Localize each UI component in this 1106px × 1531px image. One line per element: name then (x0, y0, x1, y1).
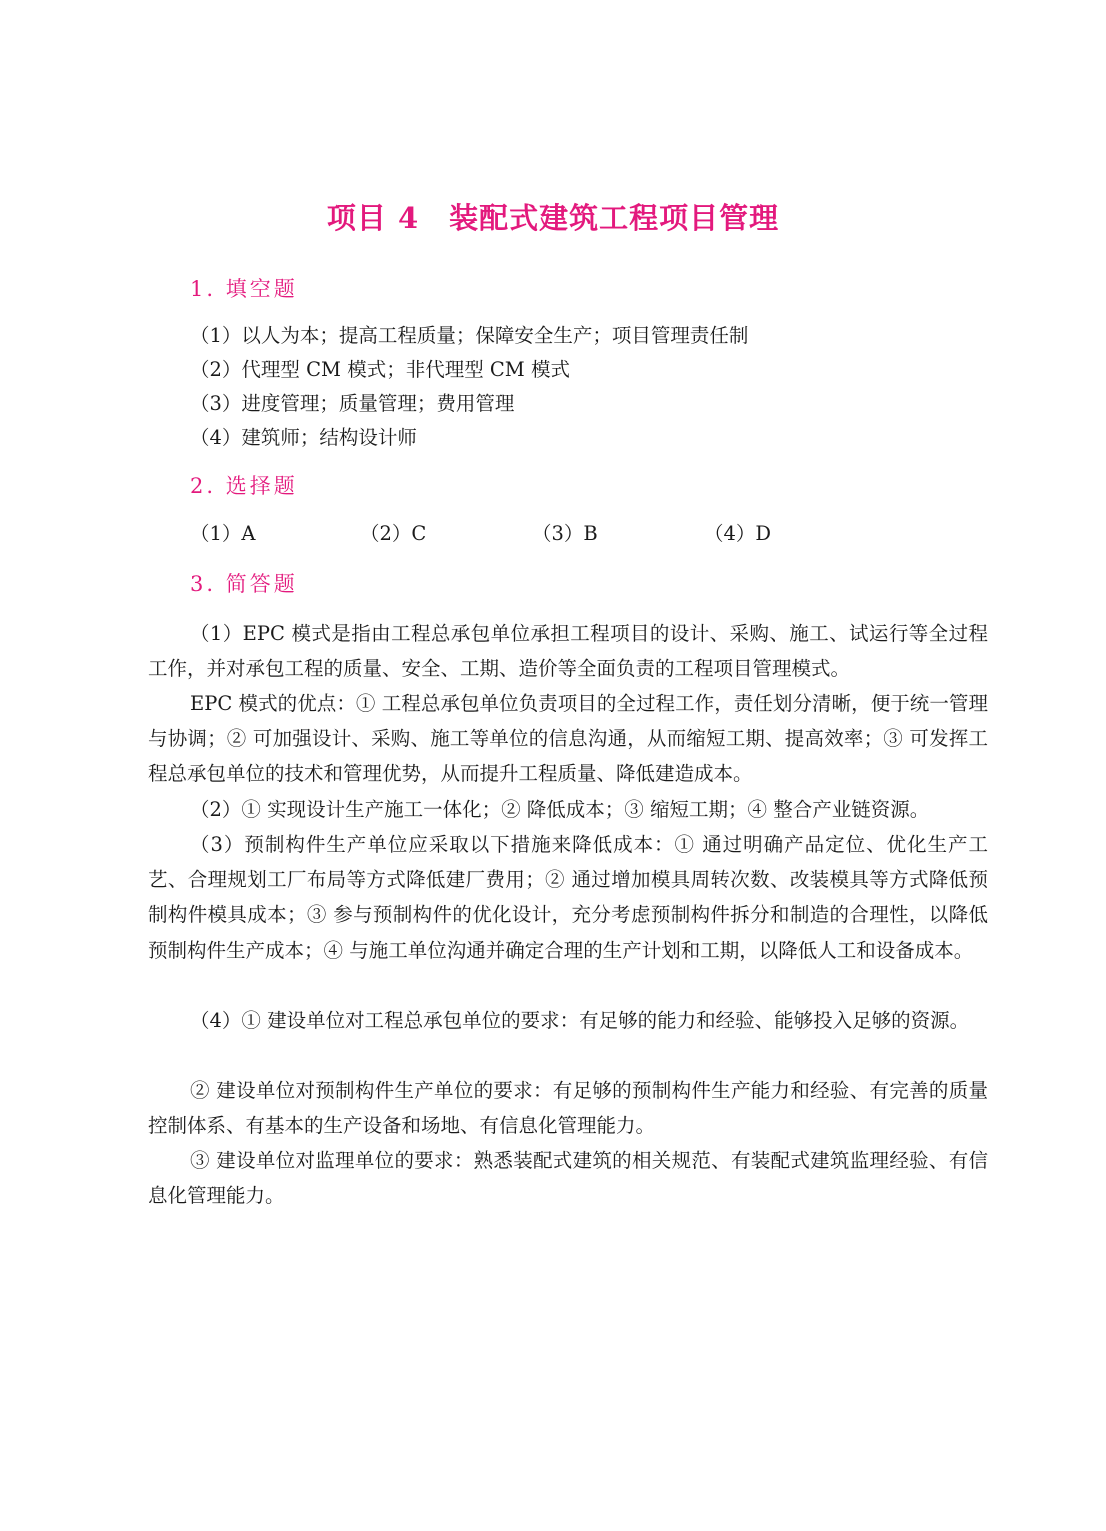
choice-answer-1: （1）A (190, 522, 256, 545)
section-heading-fill-blank: 1. 填空题 (190, 277, 298, 301)
choice-answer-2: （2）C (360, 522, 427, 545)
short-answer-paragraph-6: ② 建设单位对预制构件生产单位的要求：有足够的预制构件生产能力和经验、有完善的质量控制体系、有基本的生产设备和场地、有信息化管理能力。 (148, 1079, 988, 1138)
section-heading-short-answer: 3. 简答题 (190, 572, 298, 596)
choice-answer-3: （3）B (532, 522, 598, 545)
short-answer-paragraph-2: EPC 模式的优点：① 工程总承包单位负责项目的全过程工作，责任划分清晰，便于统一管理与协调；② 可加强设计、采购、施工等单位的信息沟通，从而缩短工期、提高效率；③ 可发挥工程总承包单位的技术和管理优势，从而提升工程质量、降低建造成本。 (148, 692, 988, 786)
short-answer-paragraph-7: ③ 建设单位对监理单位的要求：熟悉装配式建筑的相关规范、有装配式建筑监理经验、有信息化管理能力。 (148, 1149, 988, 1208)
choice-answer-4: （4）D (704, 522, 772, 545)
fill-blank-answer-2: （2）代理型 CM 模式；非代理型 CM 模式 (190, 358, 570, 381)
short-answer-paragraph-4: （3）预制构件生产单位应采取以下措施来降低成本：① 通过明确产品定位、优化生产工艺、合理规划工厂布局等方式降低建厂费用；② 通过增加模具周转次数、改装模具等方式降低预制构件模具成本；③ 参与预制构件的优化设计，充分考虑预制构件拆分和制造的合理性，以降低预制构件生产成本；④ 与施工单位沟通并确定合理的生产计划和工期，以降低人工和设备成本。 (148, 833, 988, 962)
fill-blank-answer-1: （1）以人为本；提高工程质量；保障安全生产；项目管理责任制 (190, 324, 749, 347)
section-heading-choice: 2. 选择题 (190, 474, 298, 498)
short-answer-paragraph-5: （4）① 建设单位对工程总承包单位的要求：有足够的能力和经验、能够投入足够的资源。 (190, 1009, 970, 1032)
page-title: 项目 4 装配式建筑工程项目管理 (326, 201, 780, 235)
fill-blank-answer-3: （3）进度管理；质量管理；费用管理 (190, 392, 515, 415)
fill-blank-answer-4: （4）建筑师；结构设计师 (190, 426, 417, 449)
short-answer-paragraph-1: （1）EPC 模式是指由工程总承包单位承担工程项目的设计、采购、施工、试运行等全过程工作，并对承包工程的质量、安全、工期、造价等全面负责的工程项目管理模式。 (148, 622, 988, 681)
short-answer-paragraph-3: （2）① 实现设计生产施工一体化；② 降低成本；③ 缩短工期；④ 整合产业链资源。 (190, 798, 930, 821)
